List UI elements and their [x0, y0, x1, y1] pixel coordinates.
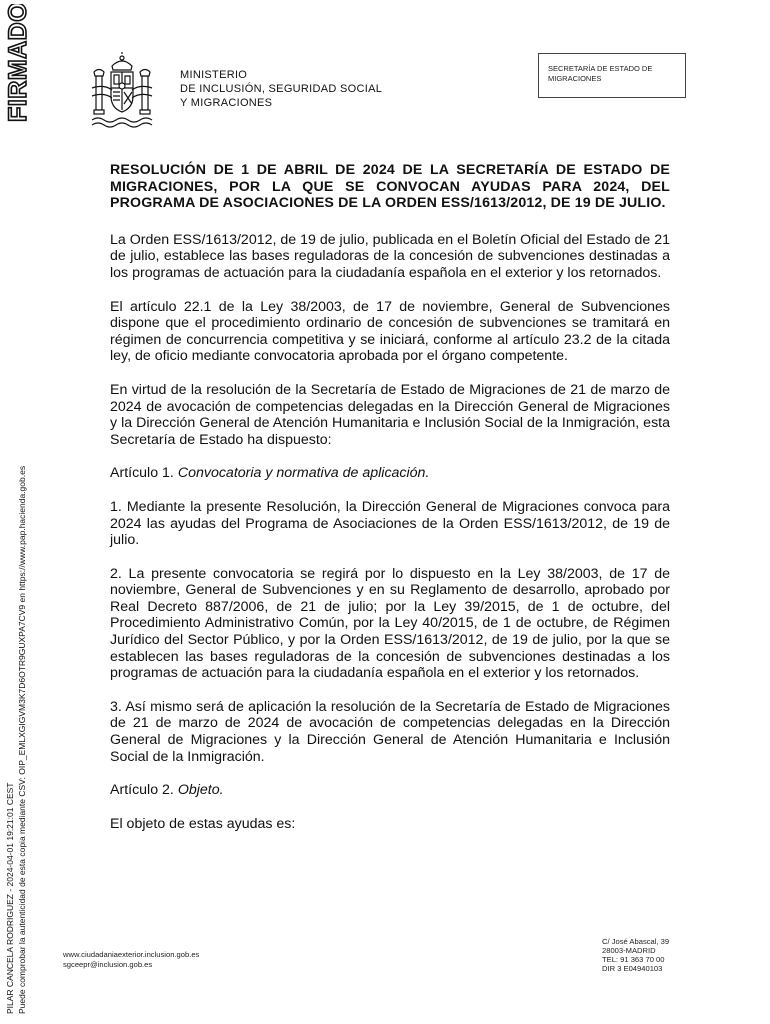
paragraph-2: El artículo 22.1 de la Ley 38/2003, de 17 de noviembre, General de Subvenciones dispone que el procedimiento ordinario de concesión de subvenciones se tramitará en régimen de concurrencia competitiva y se iniciará, conforme al artículo 23.2 de la citada ley, de oficio mediante convocatoria aprobada por el órgano competente.: [110, 298, 670, 365]
ministry-line-1: MINISTERIO: [180, 69, 248, 81]
footer-email: sgceepr@inclusion.gob.es: [63, 960, 153, 969]
firmado-stamp: [4, 4, 32, 124]
paragraph-4: 1. Mediante la presente Resolución, la Dirección General de Migraciones convoca para 2024 las ayudas del Programa de Asociaciones de la Orden ESS/1613/2012, de 19 de julio.: [110, 498, 670, 549]
article-2-title: Objeto.: [177, 782, 224, 799]
address-line-1: C/ José Abascal, 39: [602, 937, 670, 946]
footer-website: www.ciudadaniaexterior.inclusion.gob.es: [63, 950, 200, 959]
paragraph-3: En virtud de la resolución de la Secretaría de Estado de Migraciones de 21 de marzo de 2024 de avocación de competencias delegadas en la Dirección General de Migraciones y la Dirección General de Atención Humanitaria e Inclusión Social de la Inmigración, esta Secretaría de Estado ha dispuesto:: [110, 381, 670, 448]
paragraph-7: El objeto de estas ayudas es:: [110, 815, 296, 832]
document-title: RESOLUCIÓN DE 1 DE ABRIL DE 2024 DE LA SECRETARÍA DE ESTADO DE MIGRACIONES, POR LA QUE SE CONVOCAN AYUDAS PARA 2024, DEL PROGRAMA DE ASOCIACIONES DE LA ORDEN ESS/1613/2012, DE 19 DE JULIO.: [110, 162, 670, 212]
address-line-3: TEL: 91 363 70 00: [602, 955, 665, 964]
article-2-heading: [110, 782, 670, 799]
article-2-label: Artículo 2.: [110, 782, 178, 799]
article-1-label: Artículo 1.: [110, 465, 178, 482]
csv-verification-line: Puede comprobar la autenticidad de esta copia mediante CSV: OIP_EMLXGIGVM3K7D6OTR9GUXPA7CV9 en https://www.pap.hacienda.gob.es: [17, 465, 27, 1014]
department-line-2: MIGRACIONES: [548, 73, 602, 83]
ministry-line-3: Y MIGRACIONES: [180, 97, 273, 109]
signer-line: PILAR CANCELA RODRIGUEZ - 2024-04-01 19:21:01 CEST: [5, 782, 15, 1014]
document-body: [110, 162, 670, 849]
paragraph-6: 3. Así mismo será de aplicación la resolución de la Secretaría de Estado de Migraciones de 21 de marzo de 2024 de avocación de competencias delegadas en la Dirección General de Migraciones y la Dirección General de Atención Humanitaria e Inclusión Social de la Inmigración.: [110, 698, 670, 765]
address-line-2: 28003-MADRID: [602, 946, 656, 955]
article-1-heading: [110, 465, 670, 482]
firmado-label: FIRMADO: [4, 4, 32, 122]
footer-address: [602, 937, 669, 973]
department-line-1: SECRETARÍA DE ESTADO DE: [548, 64, 653, 73]
address-line-4: DIR 3 E04940103: [602, 964, 663, 973]
coat-of-arms-icon: [84, 52, 160, 128]
ministry-line-2: DE INCLUSIÓN, SEGURIDAD SOCIAL: [180, 83, 383, 95]
article-1-title: Convocatoria y normativa de aplicación.: [177, 465, 430, 482]
footer-contact: [63, 950, 199, 970]
paragraph-5: 2. La presente convocatoria se regirá por lo dispuesto en la Ley 38/2003, de 17 de noviembre, General de Subvenciones y en su Reglamento de desarrollo, aprobado por Real Decreto 887/2006, de 21 de julio; por la Ley 39/2015, de 1 de octubre, del Procedimiento Administrativo Común, por la Ley 40/2015, de 1 de octubre, de Régimen Jurídico del Sector Público, y por la Orden ESS/1613/2012, de 19 de julio, por la que se establecen las bases reguladoras de la concesión de subvenciones destinadas a los programas de actuación para la ciudadanía española en el exterior y los retornados.: [110, 565, 670, 682]
paragraph-1: La Orden ESS/1613/2012, de 19 de julio, publicada en el Boletín Oficial del Estado de 21 de julio, establece las bases reguladoras de la concesión de subvenciones destinadas a los programas de actuación para la ciudadanía española en el exterior y los retornados.: [110, 231, 671, 281]
department-box: [538, 53, 686, 98]
ministry-name: [180, 68, 382, 110]
